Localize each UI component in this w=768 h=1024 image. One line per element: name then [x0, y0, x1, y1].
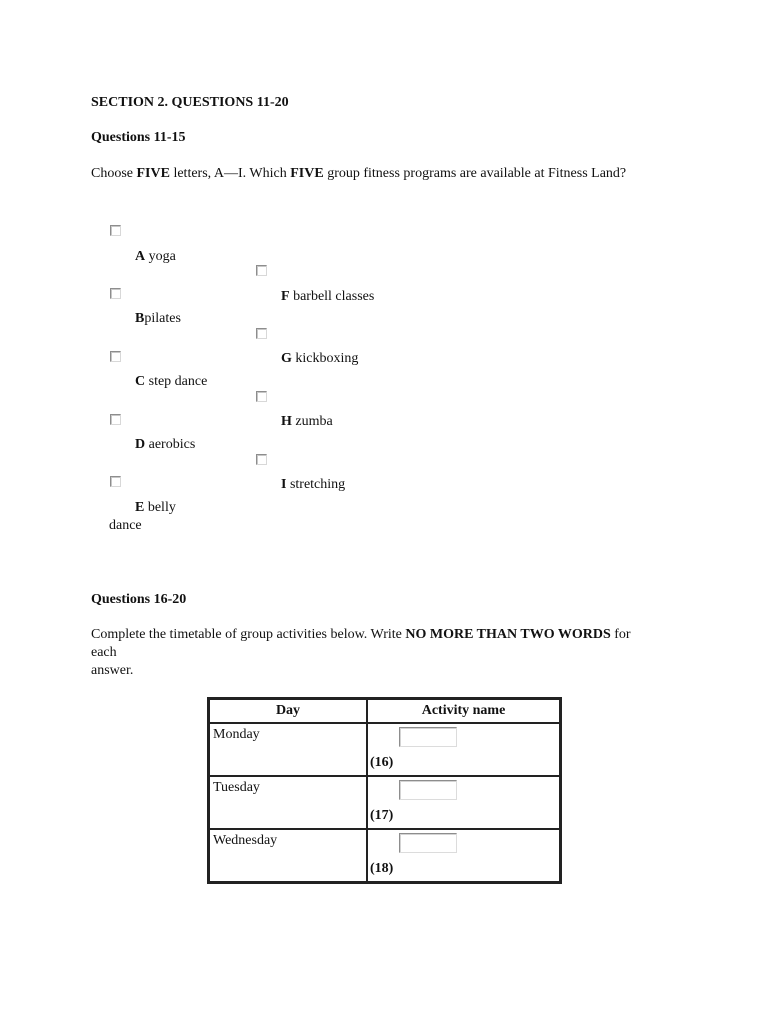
option-b-text: pilates [144, 311, 181, 326]
instruction2-text-2: for [610, 627, 631, 642]
activity-cell-16 [367, 723, 560, 776]
option-e-label-continued: dance [109, 518, 142, 533]
table-row [209, 776, 560, 829]
question-number-16: (16) [370, 755, 394, 770]
option-h-letter: H [281, 414, 292, 429]
section-title: SECTION 2. QUESTIONS 11-20 [91, 95, 289, 110]
option-c-letter: C [135, 374, 146, 389]
option-a-label [135, 249, 176, 265]
option-g-checkbox[interactable] [256, 328, 267, 339]
option-b-label [135, 311, 181, 327]
answer-18-input[interactable] [399, 833, 457, 853]
option-c-label [135, 374, 207, 390]
question-number-17: (17) [370, 808, 394, 823]
option-f-checkbox[interactable] [256, 265, 267, 276]
day-cell-wednesday: Wednesday [209, 829, 367, 882]
timetable-header-row [209, 699, 560, 723]
header-activity-name: Activity name [367, 699, 560, 723]
option-f-letter: F [281, 289, 290, 304]
day-cell-tuesday: Tuesday [209, 776, 367, 829]
option-c-checkbox[interactable] [110, 351, 121, 362]
answer-17-input[interactable] [399, 780, 457, 800]
questions-16-20-instruction [91, 627, 631, 643]
questions-16-20-heading: Questions 16-20 [91, 592, 187, 607]
instruction-text-1: Choose [91, 166, 137, 181]
option-a-checkbox[interactable] [110, 225, 121, 236]
option-c-text: step dance [145, 374, 208, 389]
option-g-letter: G [281, 351, 292, 366]
questions-11-15-instruction [91, 166, 626, 182]
option-b-letter: B [135, 311, 145, 326]
option-f-text: barbell classes [289, 289, 375, 304]
option-h-text: zumba [291, 414, 333, 429]
questions-16-20-instruction-line-3: answer. [91, 663, 134, 678]
option-g-text: kickboxing [291, 351, 359, 366]
option-d-checkbox[interactable] [110, 414, 121, 425]
option-a-text: yoga [145, 249, 176, 264]
option-a-letter: A [135, 249, 146, 264]
activity-cell-17 [367, 776, 560, 829]
instruction-text-3: group fitness programs are available at Fitness Land? [323, 166, 627, 181]
option-i-label [281, 477, 345, 493]
option-f-label [281, 289, 374, 305]
option-e-text: belly [144, 500, 176, 515]
instruction2-text-1: Complete the timetable of group activities below. Write [91, 627, 406, 642]
instruction-text-2: letters, A—I. Which [169, 166, 291, 181]
activity-cell-18 [367, 829, 560, 882]
option-e-checkbox[interactable] [110, 476, 121, 487]
header-day: Day [209, 699, 367, 723]
option-d-text: aerobics [145, 437, 196, 452]
option-h-label [281, 414, 333, 430]
instruction-five-1: FIVE [136, 166, 170, 181]
option-h-checkbox[interactable] [256, 391, 267, 402]
option-d-letter: D [135, 437, 146, 452]
table-row [209, 829, 560, 882]
instruction-five-2: FIVE [290, 166, 324, 181]
option-g-label [281, 351, 358, 367]
day-cell-monday: Monday [209, 723, 367, 776]
timetable [207, 697, 562, 884]
option-e-label [135, 500, 176, 516]
question-number-18: (18) [370, 861, 394, 876]
answer-16-input[interactable] [399, 727, 457, 747]
instruction2-word-limit: NO MORE THAN TWO WORDS [405, 627, 611, 642]
option-i-letter: I [281, 477, 287, 492]
option-i-checkbox[interactable] [256, 454, 267, 465]
option-i-text: stretching [286, 477, 346, 492]
option-e-letter: E [135, 500, 145, 515]
option-d-label [135, 437, 195, 453]
table-row [209, 723, 560, 776]
option-b-checkbox[interactable] [110, 288, 121, 299]
questions-16-20-instruction-line-2: each [91, 645, 117, 660]
questions-11-15-heading: Questions 11-15 [91, 130, 186, 145]
